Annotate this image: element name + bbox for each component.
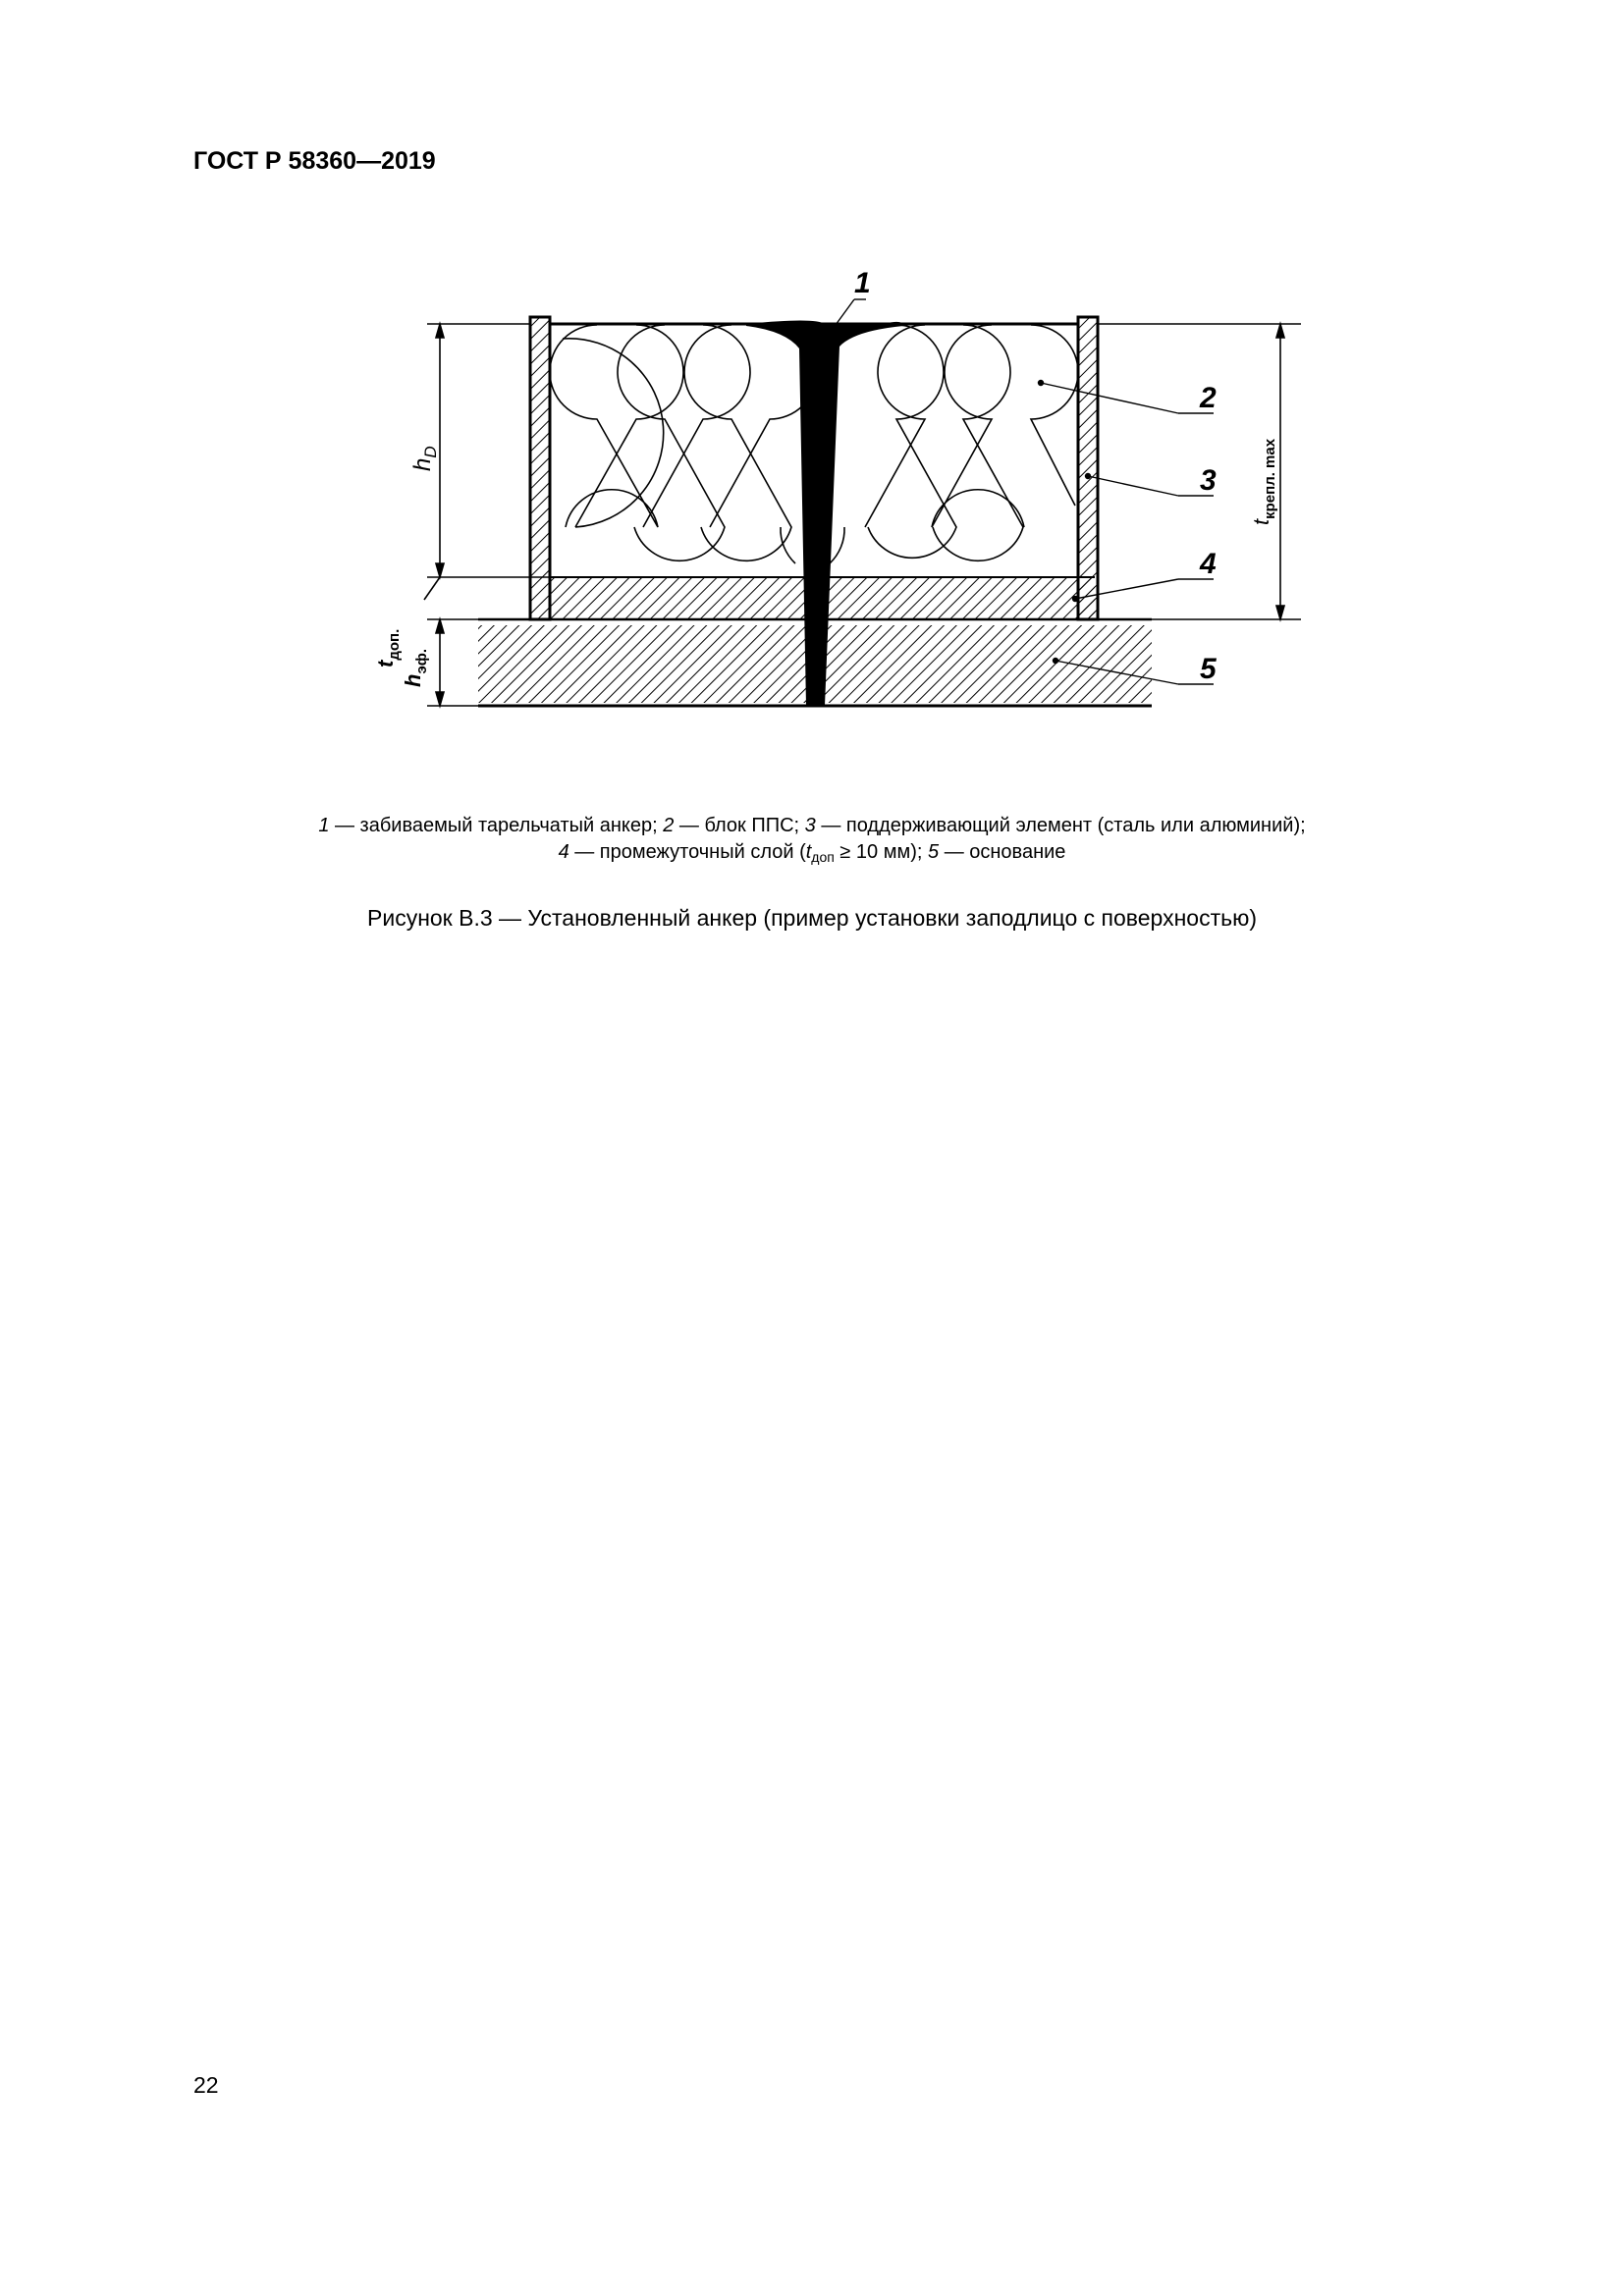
dim-label-hD: $h_D$	[409, 446, 440, 471]
callout-2: 2	[1200, 382, 1217, 414]
support-element-left	[530, 317, 550, 619]
support-element-right	[1078, 317, 1098, 619]
figure-installed-anchor	[353, 240, 1316, 761]
callout-1: 1	[854, 267, 871, 299]
legend-line-1: 1 — забиваемый тарельчатый анкер; 2 — блок ППС; 3 — поддерживающий элемент (сталь или алюминий);	[318, 815, 1306, 836]
page-number: 22	[193, 2072, 219, 2098]
callout-3: 3	[1200, 464, 1217, 497]
anchor-diagram	[353, 240, 1316, 761]
document-header: ГОСТ Р 58360—2019	[193, 147, 436, 175]
figure-legend	[0, 813, 1624, 871]
dim-label-tdop: $t_{доп.}$	[373, 628, 403, 667]
legend-line-2: 4 — промежуточный слой ($t_{доп} \ge 10$ мм); 5 — основание	[558, 841, 1066, 865]
callout-5: 5	[1200, 653, 1217, 685]
callout-4: 4	[1200, 548, 1217, 580]
dim-label-tkrepl-max: $t_{крепл. max}$	[1249, 438, 1278, 525]
figure-caption: Рисунок В.3 — Установленный анкер (пример установки заподлицо с поверхностью)	[367, 905, 1257, 931]
dim-label-hef: $h_{эф.}$	[401, 648, 430, 687]
